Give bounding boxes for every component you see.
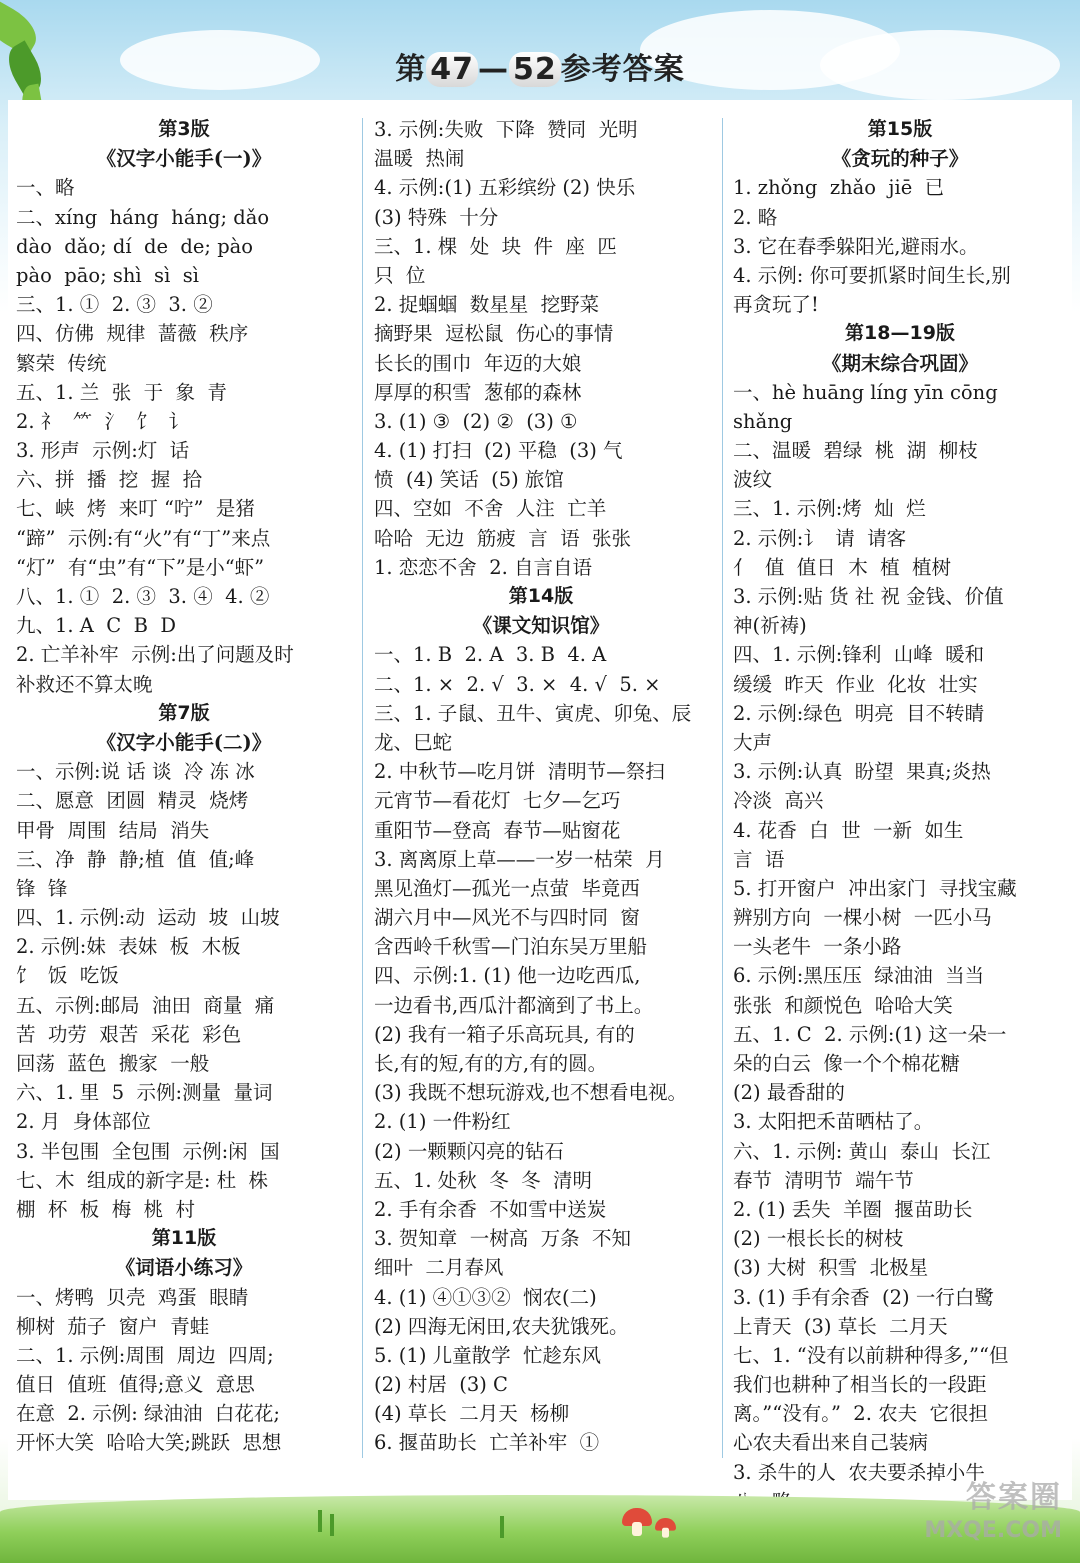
answer-line: 三、1. ① 2. ③ 3. ② — [16, 293, 213, 317]
answer-line: pào pāo; shì sì sì — [16, 263, 199, 287]
answer-line: 哈哈 无边 筋疲 言 语 张张 — [374, 526, 631, 550]
title-prefix: 第 — [395, 52, 427, 87]
answer-line: 回荡 蓝色 搬家 一般 — [16, 1052, 210, 1075]
answer-line: shǎng — [733, 409, 793, 433]
answer-line: (2) 四海无闲田,农夫犹饿死。 — [374, 1314, 629, 1338]
answer-line: 只 位 — [374, 263, 426, 287]
answer-line: 上青天 (3) 草长 二月天 — [733, 1314, 948, 1338]
answer-line: 四、1. 示例:动 运动 坡 山坡 — [16, 906, 280, 930]
answer-line: 一、略 — [16, 176, 75, 200]
answer-line: 2. 示例:讠 请 请客 — [733, 526, 907, 550]
answer-line: 七、1. “没有以前耕种得多,”“但 — [733, 1343, 1009, 1367]
answer-line: 七、峡 烤 来叮 “咛” 是猪 — [16, 497, 255, 521]
answer-line: dào dǎo; dí de de; pào — [16, 234, 254, 258]
grass-ground — [0, 1495, 1080, 1563]
answer-line: 3. 太阳把禾苗晒枯了。 — [733, 1110, 934, 1134]
answer-line: 六、拼 播 挖 握 拾 — [16, 468, 203, 492]
answer-line: 3. 示例:贴 货 社 祝 金钱、价值 — [733, 585, 1004, 608]
answer-line: 愤 (4) 笑话 (5) 旅馆 — [374, 468, 564, 492]
answer-line: 长长的围巾 年迈的大娘 — [374, 351, 582, 375]
answer-line: 2. 示例:绿色 明亮 目不转睛 — [733, 701, 985, 725]
section-heading: 第3版 — [158, 118, 210, 140]
section-subtitle: 《期末综合巩固》 — [821, 351, 978, 375]
section-subtitle: 《汉字小能手(二)》 — [96, 730, 272, 754]
answer-column-1 — [16, 115, 352, 1458]
answer-line: 棚 杯 板 梅 桃 村 — [16, 1197, 195, 1221]
answer-line: 4. 示例:(1) 五彩缤纷 (2) 快乐 — [374, 176, 636, 200]
answer-line: 饣 饭 吃饭 — [16, 964, 119, 988]
answer-line: 3. 示例:认真 盼望 果真;炎热 — [733, 760, 991, 784]
answer-line: 二、愿意 团圆 精灵 烧烤 — [16, 789, 249, 813]
answer-line: 4. 花香 白 世 一新 如生 — [733, 818, 964, 842]
answer-line: 1. 恋恋不舍 2. 自言自语 — [374, 555, 593, 579]
answer-line: 再贪玩了! — [733, 293, 819, 317]
answer-line: 2. 月 身体部位 — [16, 1110, 151, 1134]
column-divider — [362, 118, 363, 1458]
section-heading: 第7版 — [158, 701, 210, 724]
answer-line: 黑见渔灯—孤光一点萤 毕竟西 — [374, 876, 640, 900]
answer-line: 柳树 茄子 窗户 青蛙 — [16, 1314, 210, 1338]
answer-line: 辨别方向 一棵小树 一匹小马 — [733, 906, 992, 930]
answer-line: 我们也耕种了相当长的一段距 — [733, 1373, 987, 1397]
answer-line: 3. 杀牛的人 农夫要杀掉小牛 — [733, 1460, 985, 1484]
answer-line: 6. 示例:黑压压 绿油油 当当 — [733, 964, 985, 988]
answer-line: 春节 清明节 端午节 — [733, 1168, 914, 1192]
answer-line: 五、1. C 2. 示例:(1) 这一朵一 — [733, 1022, 1007, 1046]
answer-line: 3. 它在春季躲阳光,避雨水。 — [733, 234, 979, 258]
title-suffix: 参考答案 — [560, 52, 685, 87]
answer-line: 亻 值 值日 木 植 植树 — [733, 555, 951, 579]
answer-line: 一、烤鸭 贝壳 鸡蛋 眼睛 — [16, 1285, 249, 1309]
answer-line: 重阳节—登高 春节—贴窗花 — [374, 818, 621, 842]
answer-line: 三、净 静 静;植 值 值;峰 — [16, 847, 255, 871]
answer-line: 开怀大笑 哈哈大笑;跳跃 思想 — [16, 1431, 282, 1455]
answer-line: 苦 功劳 艰苦 采花 彩色 — [16, 1022, 242, 1046]
answer-line: 一、示例:说 话 谈 冷 冻 冰 — [16, 760, 255, 784]
answer-line: 一边看书,西瓜汁都滴到了书上。 — [374, 993, 654, 1017]
answer-line: 温暖 热闹 — [374, 147, 465, 171]
answer-line: 2. 礻 ⺮ 氵 饣 讠 — [16, 409, 188, 433]
answer-line: 在意 2. 示例: 绿油油 白花花; — [16, 1402, 280, 1426]
answer-line: 波纹 — [733, 468, 773, 492]
answer-line: 繁荣 传统 — [16, 351, 107, 375]
answer-line: (3) 大树 积雪 北极星 — [733, 1256, 929, 1280]
answer-line: (2) 一根长长的树枝 — [733, 1227, 904, 1251]
answer-line: 2. (1) 丢失 羊圈 揠苗助长 — [733, 1197, 973, 1221]
answer-line: 朵的白云 像一个个棉花糖 — [733, 1052, 960, 1075]
answer-line: 含西岭千秋雪—门泊东吴万里船 — [374, 935, 648, 959]
answer-line: 心农夫看出来自己装病 — [733, 1431, 929, 1455]
watermark-text: 答案圈 — [966, 1480, 1062, 1515]
answer-line: 2. 手有余香 不如雪中送炭 — [374, 1197, 607, 1221]
answer-line: 甲骨 周围 结局 消失 — [16, 818, 210, 842]
answer-line: 四、1. 示例:锋利 山峰 暖和 — [733, 643, 985, 667]
answer-line: 神(祈祷) — [733, 614, 807, 638]
answer-line: (2) 我有一箱子乐高玩具, 有的 — [374, 1022, 635, 1046]
title-dash: — — [478, 52, 509, 87]
answer-line: 1. zhǒng zhǎo jiē 已 — [733, 176, 945, 200]
answer-line: 六、1. 示例: 黄山 泰山 长江 — [733, 1139, 991, 1163]
answer-line: 冷淡 高兴 — [733, 789, 824, 813]
title-number-b: 52 — [509, 52, 561, 87]
answer-line: 二、xíng háng háng; dǎo — [16, 205, 270, 229]
answer-line: 二、温暖 碧绿 桃 湖 柳枝 — [733, 439, 978, 463]
answer-line: 4. 示例: 你可要抓紧时间生长,别 — [733, 263, 1011, 287]
answer-line: 锋 锋 — [16, 876, 68, 900]
answer-line: 一头老牛 一条小路 — [733, 935, 902, 959]
title-number-a: 47 — [426, 52, 478, 87]
answer-line: 3. 贺知章 一树高 万条 不知 — [374, 1227, 631, 1251]
answer-line: 细叶 二月春风 — [374, 1256, 504, 1280]
answer-line: 四、仿佛 规律 蔷薇 秩序 — [16, 322, 249, 346]
watermark-logo — [922, 1478, 1062, 1558]
section-heading: 第14版 — [508, 585, 574, 607]
sprout-decoration — [330, 1514, 334, 1536]
answer-line: (2) 村居 (3) C — [374, 1373, 508, 1397]
answer-line: 五、1. 兰 张 于 象 青 — [16, 380, 227, 404]
answer-line: 缓缓 昨天 作业 化妆 壮实 — [733, 672, 978, 696]
answer-line: 张张 和颜悦色 哈哈大笑 — [733, 993, 953, 1017]
answer-line: 五、示例:邮局 油田 商量 痛 — [16, 993, 275, 1017]
answer-line: 5. (1) 儿童散学 忙趁东风 — [374, 1343, 602, 1367]
answer-line: 三、1. 子鼠、丑牛、寅虎、卯兔、辰 — [374, 701, 692, 725]
answer-line: 三、1. 示例:烤 灿 烂 — [733, 497, 926, 521]
section-heading: 第18—19版 — [845, 322, 955, 345]
answer-line: (3) 特殊 十分 — [374, 205, 499, 229]
answer-line: 3. 半包围 全包围 示例:闲 国 — [16, 1139, 280, 1163]
section-heading: 第11版 — [151, 1227, 217, 1250]
answer-column-3 — [733, 115, 1067, 1516]
answer-line: 2. (1) 一件粉红 — [374, 1110, 511, 1134]
page-title — [0, 44, 1080, 88]
answer-line: 七、木 组成的新字是: 杜 株 — [16, 1168, 269, 1192]
answer-line: 4. (1) 打扫 (2) 平稳 (3) 气 — [374, 439, 623, 463]
watermark-url: MXQE.COM — [924, 1518, 1062, 1543]
answer-line: (2) 一颗颗闪亮的钻石 — [374, 1139, 564, 1163]
answer-line: 九、1. A C B D — [16, 614, 176, 638]
answer-line: 3. 示例:失败 下降 赞同 光明 — [374, 118, 638, 141]
section-heading: 第15版 — [867, 118, 933, 140]
answer-line: 四、空如 不舍 人注 亡羊 — [374, 497, 607, 521]
answer-line: 4. (1) ④①③② 悯农(二) — [374, 1285, 597, 1309]
answer-line: 湖六月中—风光不与四时同 窗 — [374, 906, 640, 930]
column-divider — [722, 118, 723, 1458]
answer-line: 3. 形声 示例:灯 话 — [16, 439, 190, 463]
answer-line: 二、1. × 2. √ 3. × 4. √ 5. × — [374, 672, 661, 696]
answer-line: 六、1. 里 5 示例:测量 量词 — [16, 1081, 273, 1105]
section-subtitle: 《贪玩的种子》 — [831, 147, 969, 171]
answer-line: 三、1. 棵 处 块 件 座 匹 — [374, 234, 617, 258]
answer-line: 2. 示例:妹 表妹 板 木板 — [16, 935, 241, 959]
section-subtitle: 《课文知识馆》 — [472, 614, 610, 638]
answer-line: 一、1. B 2. A 3. B 4. A — [374, 643, 607, 667]
answer-line: 3. (1) ③ (2) ② (3) ① — [374, 409, 578, 433]
answer-line: 一、hè huāng líng yīn cōng — [733, 380, 998, 404]
answer-line: (3) 我既不想玩游戏,也不想看电视。 — [374, 1081, 688, 1105]
section-subtitle: 《词语小练习》 — [115, 1256, 253, 1280]
answer-line: 元宵节—看花灯 七夕—乞巧 — [374, 789, 621, 813]
answer-line: 值日 值班 值得;意义 意思 — [16, 1373, 255, 1397]
answer-line: 3. (1) 手有余香 (2) 一行白鹭 — [733, 1285, 994, 1309]
answer-line: 6. 揠苗助长 亡羊补牢 ① — [374, 1431, 600, 1455]
answer-line: 四、示例:1. (1) 他一边吃西瓜, — [374, 964, 641, 988]
answer-line: 2. 中秋节—吃月饼 清明节—祭扫 — [374, 760, 665, 784]
answer-line: 3. 离离原上草——一岁一枯荣 月 — [374, 847, 665, 871]
answer-line: 厚厚的积雪 葱郁的森林 — [374, 380, 582, 404]
answer-line: 八、1. ① 2. ③ 3. ④ 4. ② — [16, 585, 270, 608]
answer-line: “灯” 有“虫”有“下”是小“虾” — [16, 555, 265, 579]
answer-line: 五、1. 处秋 冬 冬 清明 — [374, 1168, 592, 1192]
answer-line: 言 语 — [733, 847, 785, 871]
answer-line: 二、1. 示例:周围 周边 四周; — [16, 1343, 274, 1367]
answer-line: 大声 — [733, 730, 773, 754]
sprout-decoration — [318, 1510, 322, 1532]
answer-column-2 — [374, 115, 708, 1458]
sprout-decoration — [500, 1516, 504, 1538]
answer-line: 长,有的短,有的方,有的圆。 — [374, 1052, 608, 1075]
answer-line: “蹄” 示例:有“火”有“丁”来点 — [16, 526, 271, 550]
answer-line: 2. 略 — [733, 205, 778, 229]
answer-line: 离。”“没有。” 2. 农夫 它很担 — [733, 1402, 989, 1426]
answer-line: 补救还不算太晚 — [16, 672, 153, 696]
answer-line: (2) 最香甜的 — [733, 1081, 845, 1105]
section-subtitle: 《汉字小能手(一)》 — [96, 147, 272, 171]
answer-line: 龙、巳蛇 — [374, 730, 453, 754]
answer-line: 2. 亡羊补牢 示例:出了问题及时 — [16, 643, 294, 667]
answer-line: 摘野果 逗松鼠 伤心的事情 — [374, 322, 614, 346]
answer-line: (4) 草长 二月天 杨柳 — [374, 1402, 570, 1426]
answer-line: 2. 捉蝈蝈 数星星 挖野菜 — [374, 293, 600, 317]
answer-line: 5. 打开窗户 冲出家门 寻找宝藏 — [733, 876, 1017, 900]
